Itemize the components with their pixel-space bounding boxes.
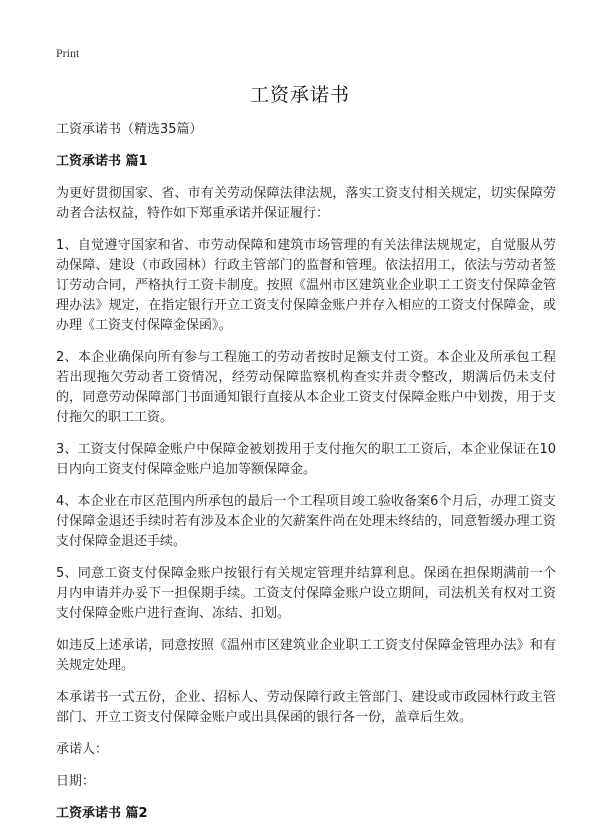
clause-2-paragraph: 2、本企业确保向所有参与工程施工的劳动者按时足额支付工资。本企业及所承包工程若出现拖欠劳动者工资情况，经劳动保障监察机构查实并责令整改，期满后仍未支付的，同意劳动保障部门书面通知银行直接从本企业工资支付保障金账户中划拨，用于支付拖欠的职工工资。 bbox=[56, 350, 556, 425]
print-label: Print bbox=[56, 46, 80, 60]
promisor-label: 承诺人： bbox=[56, 742, 109, 757]
copies-paragraph: 本承诺书一式五份，企业、招标人、劳动保障行政主管部门、建设或市政园林行政主管部门、开立工资支付保障金账户或出具保函的银行各一份，盖章后生效。 bbox=[56, 690, 556, 725]
section-heading-2: 工资承诺书 篇2 bbox=[56, 806, 148, 821]
document-title: 工资承诺书 bbox=[249, 84, 350, 106]
section-heading-1: 工资承诺书 篇1 bbox=[56, 154, 148, 169]
document-body bbox=[56, 120, 556, 836]
document-subtitle: 工资承诺书（精选35篇） bbox=[56, 122, 203, 137]
intro-paragraph: 为更好贯彻国家、省、市有关劳动保障法律法规，落实工资支付相关规定，切实保障劳动者合法权益，特作如下郑重承诺并保证履行： bbox=[56, 186, 556, 221]
clause-3-paragraph: 3、工资支付保障金账户中保障金被划拨用于支付拖欠的职工工资后，本企业保证在10日内向工资支付保障金账户追加等额保障金。 bbox=[56, 442, 556, 477]
clause-4-paragraph: 4、本企业在市区范围内所承包的最后一个工程项目竣工验收备案6个月后，办理工资支付保障金退还手续时若有涉及本企业的欠薪案件尚在处理未终结的，同意暂缓办理工资支付保障金退还手续。 bbox=[56, 494, 556, 549]
clause-5-paragraph: 5、同意工资支付保障金账户按银行有关规定管理并结算利息。保函在担保期满前一个月内申请并办妥下一担保期手续。工资支付保障金账户设立期间，司法机关有权对工资支付保障金账户进行查询、冻结、扣划。 bbox=[56, 566, 556, 621]
violation-paragraph: 如违反上述承诺，同意按照《温州市区建筑业企业职工工资支付保障金管理办法》和有关规定处理。 bbox=[56, 638, 556, 673]
clause-1-paragraph: 1、自觉遵守国家和省、市劳动保障和建筑市场管理的有关法律法规规定，自觉服从劳动保障、建设（市政园林）行政主管部门的监督和管理。依法招用工，依法与劳动者签订劳动合同，严格执行工资卡制度。按照《温州市区建筑业企业职工工资支付保障金管理办法》规定，在指定银行开立工资支付保障金账户并存入相应的工资支付保障金，或办理《工资支付保障金保函》。 bbox=[56, 238, 556, 333]
date-label: 日期： bbox=[56, 774, 96, 789]
